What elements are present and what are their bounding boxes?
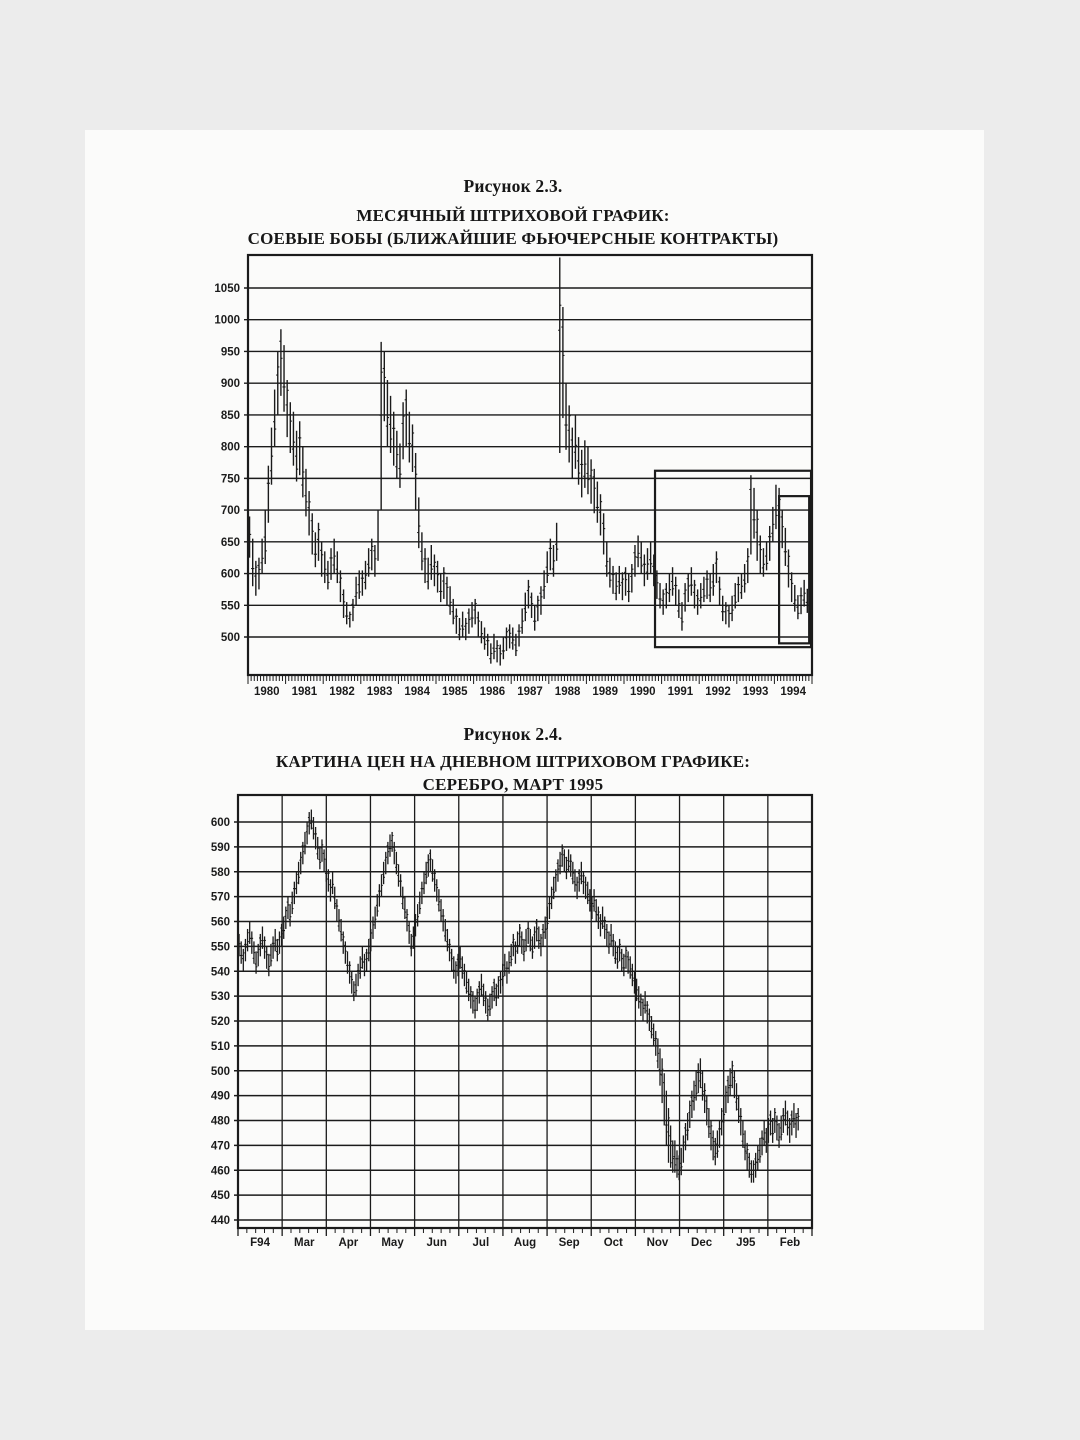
svg-text:1980: 1980	[254, 686, 280, 698]
svg-text:Dec: Dec	[691, 1237, 713, 1249]
svg-text:Jun: Jun	[426, 1237, 447, 1249]
svg-text:750: 750	[220, 473, 240, 486]
svg-text:550: 550	[210, 941, 230, 954]
svg-text:1991: 1991	[667, 686, 694, 698]
svg-text:Oct: Oct	[603, 1237, 623, 1249]
svg-text:540: 540	[210, 966, 230, 979]
svg-text:1988: 1988	[554, 686, 581, 698]
figure-2-3-caption: Рисунок 2.3.	[463, 176, 563, 196]
svg-text:1992: 1992	[705, 686, 731, 698]
svg-text:570: 570	[210, 891, 230, 904]
svg-text:May: May	[381, 1237, 404, 1249]
svg-text:1982: 1982	[329, 686, 355, 698]
svg-text:650: 650	[220, 536, 240, 549]
svg-text:1983: 1983	[366, 686, 393, 698]
svg-text:560: 560	[210, 916, 230, 929]
svg-text:Feb: Feb	[779, 1237, 801, 1249]
svg-text:590: 590	[210, 841, 230, 854]
svg-text:490: 490	[210, 1090, 230, 1103]
svg-text:580: 580	[210, 866, 230, 879]
svg-text:480: 480	[210, 1115, 230, 1128]
svg-text:Jul: Jul	[472, 1237, 490, 1249]
svg-text:600: 600	[220, 568, 240, 581]
svg-text:450: 450	[210, 1190, 230, 1203]
svg-text:440: 440	[210, 1215, 230, 1227]
silver-daily-bar-chart	[190, 786, 835, 1266]
svg-text:1050: 1050	[214, 283, 240, 295]
svg-text:530: 530	[210, 991, 230, 1004]
svg-text:800: 800	[220, 441, 240, 454]
svg-text:550: 550	[220, 600, 240, 613]
svg-text:470: 470	[210, 1140, 230, 1153]
svg-text:510: 510	[210, 1040, 230, 1053]
svg-text:Sep: Sep	[558, 1237, 580, 1249]
svg-text:900: 900	[220, 378, 240, 391]
figure-2-3-title	[120, 204, 906, 250]
svg-text:1987: 1987	[517, 686, 543, 698]
figure-2-3-title-line1: МЕСЯЧНЫЙ ШТРИХОВОЙ ГРАФИК:	[356, 206, 670, 225]
figure-2-4-title-line1: КАРТИНА ЦЕН НА ДНЕВНОМ ШТРИХОВОМ ГРАФИКЕ:	[275, 752, 751, 771]
figure-2-4-caption: Рисунок 2.4.	[463, 724, 563, 744]
svg-text:700: 700	[220, 505, 240, 518]
svg-text:1984: 1984	[404, 686, 430, 698]
svg-text:950: 950	[220, 346, 240, 359]
svg-text:1993: 1993	[742, 686, 769, 698]
svg-text:Apr: Apr	[338, 1237, 359, 1249]
svg-text:Aug: Aug	[513, 1237, 537, 1249]
svg-text:1990: 1990	[630, 686, 656, 698]
svg-text:Nov: Nov	[646, 1237, 669, 1249]
svg-text:460: 460	[210, 1165, 230, 1178]
svg-text:F94: F94	[250, 1237, 270, 1249]
svg-text:500: 500	[210, 1065, 230, 1078]
soybeans-monthly-bar-chart	[195, 248, 835, 710]
svg-text:1985: 1985	[442, 686, 468, 698]
svg-text:600: 600	[210, 817, 230, 829]
svg-text:1000: 1000	[214, 314, 240, 327]
svg-text:1986: 1986	[479, 686, 506, 698]
svg-text:1994: 1994	[780, 686, 806, 698]
svg-text:J95: J95	[736, 1237, 756, 1249]
svg-text:Mar: Mar	[294, 1237, 315, 1249]
svg-text:1989: 1989	[592, 686, 618, 698]
svg-text:1981: 1981	[291, 686, 318, 698]
figure-2-3-title-line2: СОЕВЫЕ БОБЫ (БЛИЖАЙШИЕ ФЬЮЧЕРСНЫЕ КОНТРАКТЫ)	[247, 229, 779, 248]
figure-2-4-title-line2: СЕРЕБРО, МАРТ 1995	[422, 775, 604, 794]
svg-text:500: 500	[220, 632, 240, 645]
svg-text:850: 850	[220, 409, 240, 422]
svg-text:520: 520	[210, 1016, 230, 1028]
